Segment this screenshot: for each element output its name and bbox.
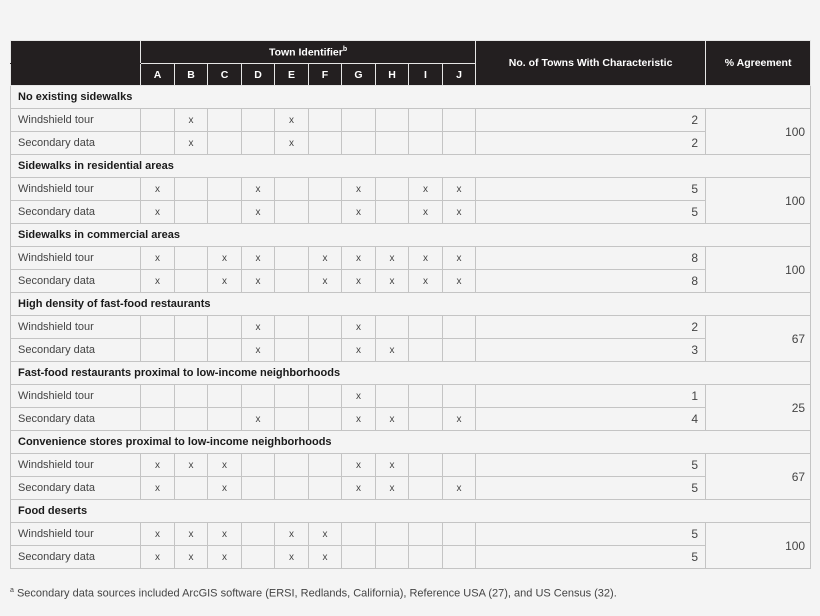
town-mark-cell bbox=[409, 339, 443, 362]
row-label: Secondary data bbox=[11, 408, 141, 431]
town-mark-cell bbox=[275, 454, 309, 477]
town-mark-cell bbox=[443, 523, 476, 546]
town-mark-cell bbox=[242, 385, 275, 408]
section-row bbox=[11, 86, 811, 109]
town-mark-cell: x bbox=[141, 477, 175, 500]
town-count-cell: 5 bbox=[476, 477, 706, 500]
town-count-cell: 4 bbox=[476, 408, 706, 431]
town-mark-cell: x bbox=[409, 178, 443, 201]
town-mark-cell: x bbox=[141, 201, 175, 224]
town-mark-cell: x bbox=[409, 247, 443, 270]
agreement-cell: 100 bbox=[706, 178, 811, 224]
town-mark-cell bbox=[141, 385, 175, 408]
agreement-header: % Agreement bbox=[706, 41, 811, 86]
town-mark-cell bbox=[309, 201, 342, 224]
town-count-cell: 1 bbox=[476, 385, 706, 408]
town-header-j: J bbox=[443, 64, 476, 86]
town-mark-cell bbox=[409, 385, 443, 408]
town-mark-cell bbox=[175, 270, 208, 293]
row-label: Windshield tour bbox=[11, 178, 141, 201]
town-mark-cell bbox=[242, 454, 275, 477]
town-mark-cell: x bbox=[275, 523, 309, 546]
town-mark-cell: x bbox=[342, 201, 376, 224]
town-mark-cell bbox=[409, 316, 443, 339]
town-mark-cell bbox=[376, 546, 409, 569]
row-label: Secondary data bbox=[11, 132, 141, 155]
table-row bbox=[11, 523, 811, 546]
agreement-cell: 100 bbox=[706, 247, 811, 293]
town-mark-cell bbox=[275, 339, 309, 362]
town-mark-cell bbox=[376, 178, 409, 201]
footnote bbox=[10, 587, 617, 600]
town-mark-cell: x bbox=[175, 523, 208, 546]
town-mark-cell bbox=[175, 385, 208, 408]
town-count-cell: 2 bbox=[476, 132, 706, 155]
table-row bbox=[11, 316, 811, 339]
town-mark-cell bbox=[242, 132, 275, 155]
town-mark-cell: x bbox=[175, 109, 208, 132]
footnote-mark: a bbox=[10, 587, 14, 594]
table-row bbox=[11, 477, 811, 500]
town-mark-cell bbox=[376, 316, 409, 339]
town-mark-cell bbox=[141, 109, 175, 132]
town-header-e: E bbox=[275, 64, 309, 86]
town-header-d: D bbox=[242, 64, 275, 86]
table-row bbox=[11, 178, 811, 201]
town-mark-cell: x bbox=[443, 178, 476, 201]
row-label: Secondary data bbox=[11, 339, 141, 362]
town-header-f: F bbox=[309, 64, 342, 86]
town-mark-cell: x bbox=[275, 132, 309, 155]
section-row bbox=[11, 293, 811, 316]
town-mark-cell bbox=[309, 385, 342, 408]
town-mark-cell: x bbox=[342, 339, 376, 362]
town-mark-cell: x bbox=[443, 408, 476, 431]
town-mark-cell: x bbox=[141, 247, 175, 270]
town-header-i: I bbox=[409, 64, 443, 86]
agreement-cell: 67 bbox=[706, 316, 811, 362]
town-mark-cell: x bbox=[443, 201, 476, 224]
town-mark-cell: x bbox=[175, 546, 208, 569]
town-mark-cell bbox=[175, 408, 208, 431]
town-mark-cell bbox=[208, 385, 242, 408]
town-mark-cell bbox=[208, 201, 242, 224]
table-row bbox=[11, 247, 811, 270]
header-corner bbox=[11, 41, 141, 64]
section-title: Convenience stores proximal to low-income neighborhoods bbox=[11, 431, 811, 454]
town-mark-cell bbox=[275, 385, 309, 408]
town-header-a: A bbox=[141, 64, 175, 86]
town-mark-cell bbox=[409, 408, 443, 431]
town-mark-cell bbox=[376, 523, 409, 546]
town-mark-cell: x bbox=[342, 316, 376, 339]
town-mark-cell bbox=[309, 454, 342, 477]
town-mark-cell bbox=[242, 546, 275, 569]
town-mark-cell bbox=[175, 316, 208, 339]
town-mark-cell: x bbox=[208, 546, 242, 569]
town-mark-cell bbox=[175, 178, 208, 201]
town-mark-cell bbox=[275, 477, 309, 500]
table-row bbox=[11, 132, 811, 155]
town-mark-cell: x bbox=[376, 339, 409, 362]
town-mark-cell bbox=[208, 132, 242, 155]
agreement-cell: 25 bbox=[706, 385, 811, 431]
table-row bbox=[11, 454, 811, 477]
table-row bbox=[11, 546, 811, 569]
town-mark-cell bbox=[175, 247, 208, 270]
town-identifier-header bbox=[141, 41, 476, 64]
town-mark-cell bbox=[309, 132, 342, 155]
town-header-g: G bbox=[342, 64, 376, 86]
town-mark-cell bbox=[342, 109, 376, 132]
section-title: Fast-food restaurants proximal to low-income neighborhoods bbox=[11, 362, 811, 385]
town-mark-cell bbox=[309, 109, 342, 132]
section-title: Sidewalks in commercial areas bbox=[11, 224, 811, 247]
town-mark-cell bbox=[175, 477, 208, 500]
town-mark-cell bbox=[409, 109, 443, 132]
town-mark-cell bbox=[376, 132, 409, 155]
town-mark-cell bbox=[275, 247, 309, 270]
row-label: Windshield tour bbox=[11, 316, 141, 339]
town-mark-cell bbox=[141, 339, 175, 362]
table-row bbox=[11, 339, 811, 362]
row-label: Secondary data bbox=[11, 201, 141, 224]
town-mark-cell bbox=[141, 316, 175, 339]
town-mark-cell bbox=[443, 316, 476, 339]
town-mark-cell: x bbox=[208, 523, 242, 546]
town-mark-cell: x bbox=[342, 247, 376, 270]
town-mark-cell bbox=[409, 454, 443, 477]
agreement-cell: 67 bbox=[706, 454, 811, 500]
town-mark-cell: x bbox=[342, 477, 376, 500]
town-count-cell: 8 bbox=[476, 270, 706, 293]
town-identifier-footnote-mark: b bbox=[342, 45, 348, 53]
town-mark-cell bbox=[175, 339, 208, 362]
town-mark-cell: x bbox=[208, 247, 242, 270]
table-body bbox=[11, 86, 811, 569]
town-mark-cell: x bbox=[443, 247, 476, 270]
section-row bbox=[11, 155, 811, 178]
town-mark-cell: x bbox=[443, 477, 476, 500]
town-count-cell: 5 bbox=[476, 178, 706, 201]
town-mark-cell: x bbox=[309, 270, 342, 293]
section-row bbox=[11, 500, 811, 523]
town-mark-cell bbox=[275, 408, 309, 431]
section-title: No existing sidewalks bbox=[11, 86, 811, 109]
town-mark-cell bbox=[443, 109, 476, 132]
town-mark-cell bbox=[443, 132, 476, 155]
town-mark-cell: x bbox=[342, 454, 376, 477]
town-header-h: H bbox=[376, 64, 409, 86]
town-mark-cell bbox=[409, 132, 443, 155]
town-mark-cell: x bbox=[443, 270, 476, 293]
no-of-towns-header: No. of Towns With Characteristic bbox=[476, 41, 706, 86]
town-mark-cell bbox=[342, 523, 376, 546]
town-mark-cell bbox=[376, 109, 409, 132]
town-mark-cell: x bbox=[242, 270, 275, 293]
town-mark-cell bbox=[409, 523, 443, 546]
town-mark-cell: x bbox=[309, 546, 342, 569]
row-label: Secondary data bbox=[11, 477, 141, 500]
agreement-cell: 100 bbox=[706, 109, 811, 155]
town-count-cell: 5 bbox=[476, 201, 706, 224]
town-mark-cell: x bbox=[342, 178, 376, 201]
town-mark-cell bbox=[309, 339, 342, 362]
town-mark-cell: x bbox=[342, 385, 376, 408]
table-row bbox=[11, 109, 811, 132]
town-mark-cell: x bbox=[309, 247, 342, 270]
row-label: Secondary data bbox=[11, 270, 141, 293]
agreement-cell: 100 bbox=[706, 523, 811, 569]
town-mark-cell: x bbox=[242, 247, 275, 270]
town-count-cell: 8 bbox=[476, 247, 706, 270]
town-mark-cell: x bbox=[242, 316, 275, 339]
town-mark-cell: x bbox=[208, 454, 242, 477]
town-mark-cell bbox=[309, 477, 342, 500]
town-count-cell: 2 bbox=[476, 316, 706, 339]
section-title: Food deserts bbox=[11, 500, 811, 523]
town-mark-cell: x bbox=[409, 201, 443, 224]
town-mark-cell: x bbox=[376, 477, 409, 500]
town-count-cell: 2 bbox=[476, 109, 706, 132]
town-count-cell: 5 bbox=[476, 454, 706, 477]
section-row bbox=[11, 431, 811, 454]
town-mark-cell: x bbox=[242, 178, 275, 201]
town-mark-cell bbox=[208, 408, 242, 431]
town-characteristics-table bbox=[10, 40, 811, 569]
town-mark-cell bbox=[309, 178, 342, 201]
town-mark-cell bbox=[409, 546, 443, 569]
row-label: Windshield tour bbox=[11, 109, 141, 132]
town-mark-cell: x bbox=[342, 408, 376, 431]
table-row bbox=[11, 201, 811, 224]
town-mark-cell: x bbox=[275, 109, 309, 132]
table-row bbox=[11, 270, 811, 293]
town-mark-cell: x bbox=[242, 201, 275, 224]
town-mark-cell: x bbox=[141, 178, 175, 201]
town-mark-cell: x bbox=[141, 523, 175, 546]
town-mark-cell bbox=[309, 316, 342, 339]
town-count-cell: 5 bbox=[476, 523, 706, 546]
town-header-b: B bbox=[175, 64, 208, 86]
town-mark-cell bbox=[443, 546, 476, 569]
table-row bbox=[11, 385, 811, 408]
town-mark-cell bbox=[309, 408, 342, 431]
section-title: Sidewalks in residential areas bbox=[11, 155, 811, 178]
town-mark-cell: x bbox=[242, 408, 275, 431]
row-label: Windshield tour bbox=[11, 247, 141, 270]
town-mark-cell bbox=[409, 477, 443, 500]
town-mark-cell bbox=[242, 523, 275, 546]
town-mark-cell: x bbox=[208, 270, 242, 293]
town-mark-cell: x bbox=[141, 454, 175, 477]
town-mark-cell bbox=[275, 178, 309, 201]
table-row bbox=[11, 408, 811, 431]
footnote-text: Secondary data sources included ArcGIS software (ERSI, Redlands, California), Reference USA (27), and US Census (32). bbox=[13, 587, 617, 600]
town-mark-cell bbox=[141, 132, 175, 155]
town-mark-cell: x bbox=[141, 270, 175, 293]
town-mark-cell: x bbox=[409, 270, 443, 293]
town-mark-cell: x bbox=[376, 270, 409, 293]
town-mark-cell bbox=[342, 132, 376, 155]
town-mark-cell bbox=[208, 178, 242, 201]
town-mark-cell bbox=[275, 270, 309, 293]
section-title: High density of fast-food restaurants bbox=[11, 293, 811, 316]
town-mark-cell: x bbox=[309, 523, 342, 546]
table-header bbox=[11, 41, 811, 86]
town-mark-cell bbox=[376, 201, 409, 224]
town-mark-cell: x bbox=[141, 546, 175, 569]
town-header-c: C bbox=[208, 64, 242, 86]
section-row bbox=[11, 362, 811, 385]
row-label: Windshield tour bbox=[11, 523, 141, 546]
town-mark-cell: x bbox=[175, 454, 208, 477]
town-mark-cell: x bbox=[376, 247, 409, 270]
town-mark-cell: x bbox=[208, 477, 242, 500]
town-mark-cell: x bbox=[242, 339, 275, 362]
town-count-cell: 3 bbox=[476, 339, 706, 362]
town-mark-cell bbox=[443, 454, 476, 477]
town-mark-cell bbox=[208, 109, 242, 132]
town-mark-cell: x bbox=[342, 270, 376, 293]
town-mark-cell bbox=[275, 316, 309, 339]
row-label: Secondary data bbox=[11, 546, 141, 569]
town-mark-cell bbox=[242, 477, 275, 500]
section-row bbox=[11, 224, 811, 247]
town-identifier-label: Town Identifier bbox=[268, 46, 343, 59]
town-mark-cell bbox=[443, 339, 476, 362]
town-mark-cell bbox=[376, 385, 409, 408]
row-label: Windshield tour bbox=[11, 454, 141, 477]
town-mark-cell bbox=[175, 201, 208, 224]
town-mark-cell bbox=[342, 546, 376, 569]
town-mark-cell bbox=[208, 316, 242, 339]
town-mark-cell bbox=[141, 408, 175, 431]
town-mark-cell bbox=[208, 339, 242, 362]
town-count-cell: 5 bbox=[476, 546, 706, 569]
town-mark-cell: x bbox=[175, 132, 208, 155]
town-mark-cell bbox=[443, 385, 476, 408]
row-label: Windshield tour bbox=[11, 385, 141, 408]
town-mark-cell bbox=[242, 109, 275, 132]
town-mark-cell: x bbox=[376, 408, 409, 431]
town-mark-cell: x bbox=[275, 546, 309, 569]
header-blank bbox=[11, 64, 141, 86]
town-mark-cell: x bbox=[376, 454, 409, 477]
town-mark-cell bbox=[275, 201, 309, 224]
